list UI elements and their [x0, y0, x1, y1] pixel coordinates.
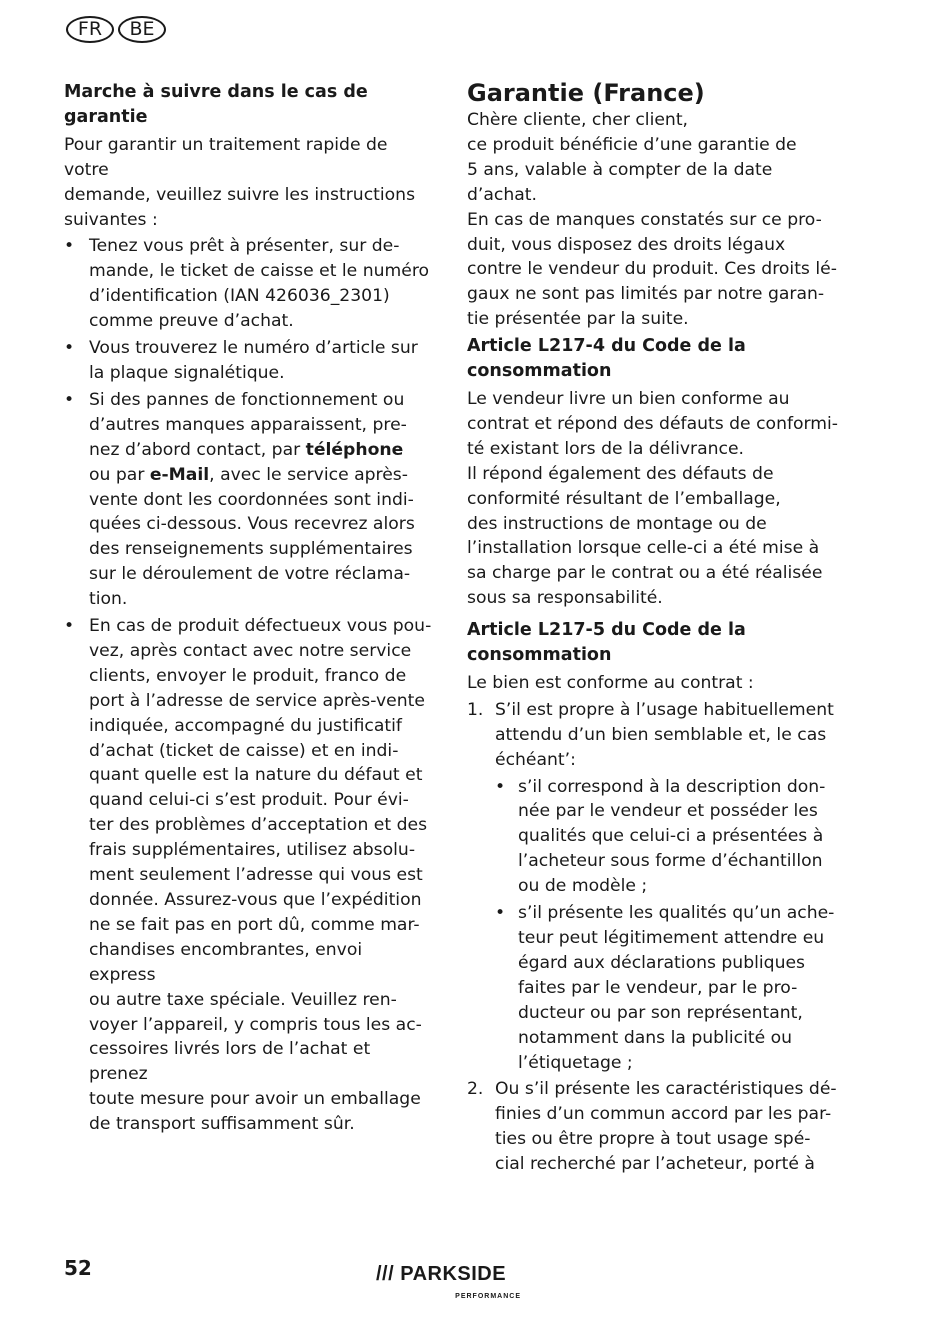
left-column	[64, 80, 434, 1137]
numbered-item-text: S’il est propre à l’usage habituellement attendu d’un bien semblable et, le cas échéant’:	[495, 699, 834, 770]
article-l217-4-text: Le vendeur livre un bien conforme au contrat et répond des défauts de conformi- té existant lors de la délivrance. Il répond également des défauts de conformité résultant de l’emballage, des instructions de montage ou de l’installation lorsque celle-ci a été mise à sa charge par le contrat ou a été réalisée sous sa responsabilité.	[467, 388, 839, 609]
language-badge-be: BE	[118, 16, 166, 43]
list-item	[64, 614, 434, 1137]
email-emphasis: e-Mail	[149, 464, 210, 485]
list-item-text: ou par	[89, 464, 145, 485]
sub-list-item	[467, 775, 839, 900]
bullet-icon: •	[64, 389, 75, 410]
list-item-text: Si des pannes de fonctionnement ou d’autres manques apparaissent, pre- nez d’abord contact, par	[89, 389, 407, 460]
bullet-icon: •	[64, 236, 75, 257]
numbered-item	[467, 1077, 839, 1177]
guarantee-title: Garantie (France)	[467, 79, 705, 107]
list-item-text: , avec le service après- vente dont les coordonnées sont indi- quées ci-dessous. Vous recevrez alors des renseignements supplémentaires sur le déroulement de votre réclama- tion.	[89, 464, 415, 610]
list-item-text: En cas de produit défectueux vous pou- vez, après contact avec notre service clients, envoyer le produit, franco de port à l’adresse de service après-vente indiquée, accompagné du justificatif d’achat (ticket de caisse) et en indi- quant quelle est la nature du défaut et quand celui-ci s’est produit. Pour évi- ter des problèmes d’acceptation et des frais supplémentaires, utilisez absolu- ment seulement l’adresse qui vous est donnée. Assurez-vous que l’expédition ne se fait pas en port dû, comme mar- chandises encombrantes, envoi express ou autre taxe spéciale. Veuillez ren- voyer l’appareil, y compris tous les ac- cessoires livrés lors de l’achat et prenez toute mesure pour avoir un emballage de transport suffisamment sûr.	[89, 616, 432, 1135]
item-number: 2.	[467, 1079, 484, 1100]
warranty-procedure-heading: Marche à suivre dans le cas de garantie	[64, 82, 368, 127]
bullet-icon: •	[64, 616, 75, 637]
numbered-item	[467, 698, 839, 773]
logo-subtitle: PERFORMANCE	[455, 1292, 521, 1300]
article-l217-5-intro: Le bien est conforme au contrat :	[467, 672, 754, 693]
language-badge-fr: FR	[66, 16, 114, 43]
bullet-icon: •	[495, 903, 506, 924]
guarantee-paragraph: Chère cliente, cher client, ce produit bénéficie d’une garantie de 5 ans, valable à compter de la date d’achat. En cas de manques constatés sur ce pro- duit, vous disposez des droits légaux contre le vendeur du produit. Ces droits lé- gaux ne sont pas limités par notre garan- tie présentée par la suite.	[467, 110, 837, 330]
bullet-icon: •	[64, 338, 75, 359]
right-column	[467, 80, 839, 1177]
list-item	[64, 234, 434, 334]
phone-emphasis: téléphone	[305, 439, 404, 460]
list-item-text: Vous trouverez le numéro d’article sur la plaque signalétique.	[89, 338, 418, 383]
sub-list-item	[467, 901, 839, 1075]
article-l217-5-heading: Article L217-5 du Code de la consommation	[467, 620, 746, 666]
list-item	[64, 388, 434, 612]
logo-wordmark: /// PARKSIDE	[376, 1263, 507, 1285]
item-number: 1.	[467, 699, 484, 720]
article-l217-4-heading: Article L217-4 du Code de la consommation	[467, 336, 746, 382]
bullet-icon: •	[495, 776, 506, 797]
parkside-logo	[376, 1262, 521, 1310]
sub-list-item-text: s’il présente les qualités qu’un ache- teur peut légitimement attendre eu égard aux déclarations publiques faites par le vendeur, par le pro- ducteur ou par son représentant, notamment dans la publicité ou l’étiquetage ;	[518, 903, 835, 1073]
list-item-text: Tenez vous prêt à présenter, sur de- mande, le ticket de caisse et le numéro d’identification (IAN 426036_2301) comme preuve d’achat.	[89, 236, 430, 332]
numbered-item-text: Ou s’il présente les caractéristiques dé- finies d’un commun accord par les par- ties ou être propre à tout usage spé- cial recherché par l’acheteur, porté à	[495, 1079, 837, 1175]
list-item	[64, 336, 434, 386]
page-number: 52	[64, 1256, 92, 1280]
intro-paragraph: Pour garantir un traitement rapide de votre demande, veuillez suivre les instructions suivantes :	[64, 134, 416, 230]
language-badges	[66, 16, 166, 43]
sub-list-item-text: s’il correspond à la description don- née par le vendeur et posséder les qualités que celui-ci a présentées à l’acheteur sous forme d’échantillon ou de modèle ;	[518, 776, 826, 897]
